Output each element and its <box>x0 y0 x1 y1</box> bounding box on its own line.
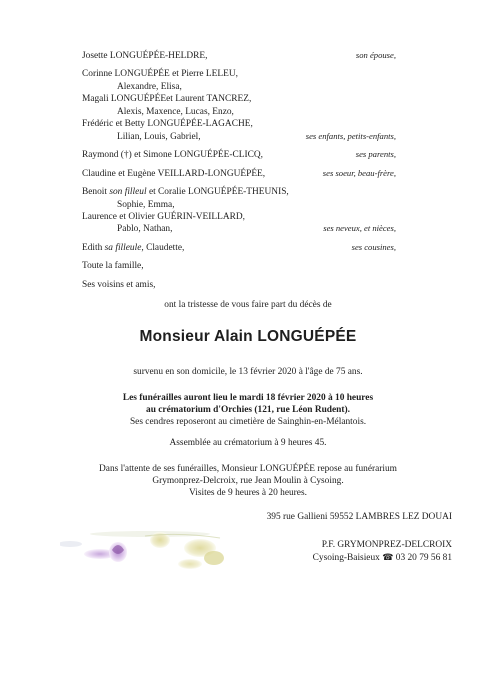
family-children-line: Sophie, Emma, <box>117 199 175 210</box>
death-info: survenu en son domicile, le 13 février 2020 à l'âge de 75 ans. <box>133 367 363 377</box>
wait-line-2: Grymonprez-Delcroix, rue Jean Moulin à Cysoing. <box>152 476 344 486</box>
relation-label: ses parents, <box>355 149 396 159</box>
family-member-line: Josette LONGUÉPÉE-HELDRE, <box>82 51 208 61</box>
assembly-info: Assemblée au crématorium à 9 heures 45. <box>169 438 327 448</box>
family-children-line: Alexis, Maxence, Lucas, Enzo, <box>117 106 234 117</box>
funeral-home-city: Cysoing-Baisieux <box>312 553 380 563</box>
phone-icon: ☎ <box>382 553 394 563</box>
family-member-line: Benoit son filleul et Coralie LONGUÉPÉE-THEUNIS, <box>82 187 289 198</box>
relation-label: ses neveux, et nièces, <box>323 223 396 233</box>
relation-label: ses enfants, petits-enfants, <box>305 131 396 141</box>
funeral-home-contact <box>313 553 452 563</box>
funeral-home-name: P.F. GRYMONPREZ-DELCROIX <box>321 540 452 550</box>
relation-label: ses cousines, <box>351 242 396 252</box>
wait-line-1: Dans l'attente de ses funérailles, Monsieur LONGUÉPÉE repose au funérarium <box>99 464 397 474</box>
family-address: 395 rue Gallieni 59552 LAMBRES LEZ DOUAI <box>266 512 452 522</box>
relation-inline: sa filleule <box>104 242 142 253</box>
family-member-line: Magali LONGUÉPÉEet Laurent TANCREZ, <box>82 94 252 105</box>
funeral-line-2: au crématorium d'Orchies (121, rue Léon Rudent). <box>146 405 350 415</box>
orchid-decoration <box>60 528 260 608</box>
family-member-line: Frédéric et Betty LONGUÉPÉE-LAGACHE, <box>82 119 253 130</box>
family-member-line: Claudine et Eugène VEILLARD-LONGUÉPÉE, <box>82 168 266 179</box>
family-member-line: Laurence et Olivier GUÉRIN-VEILLARD, <box>82 211 245 222</box>
relation-inline: son filleul <box>109 187 147 198</box>
family-member-line: Corinne LONGUÉPÉE et Pierre LELEU, <box>82 69 238 80</box>
family-member-line: Raymond (†) et Simone LONGUÉPÉE-CLICQ, <box>82 150 263 161</box>
family-member-line: Edith sa filleule, Claudette, <box>82 242 185 253</box>
family-children-line: Pablo, Nathan, <box>117 224 173 235</box>
ashes-info: Ses cendres reposeront au cimetière de Sainghin-en-Mélantois. <box>129 417 367 427</box>
phone-number: 03 20 79 56 81 <box>395 553 452 563</box>
funeral-line-1: Les funérailles auront lieu le mardi 18 février 2020 à 10 heures <box>122 393 374 403</box>
family-member-line: Toute la famille, <box>82 261 144 272</box>
family-member-line: Ses voisins et amis, <box>82 279 156 290</box>
family-children-line: Lilian, Louis, Gabriel, <box>117 131 201 142</box>
visits-info: Visites de 9 heures à 20 heures. <box>189 488 307 498</box>
announcement-text: ont la tristesse de vous faire part du décès de <box>164 300 332 310</box>
relation-label: ses soeur, beau-frère, <box>322 168 396 178</box>
relation-label: son épouse, <box>355 50 396 60</box>
family-children-line: Alexandre, Elisa, <box>117 81 182 92</box>
deceased-name: Monsieur Alain LONGUÉPÉE <box>139 328 357 345</box>
